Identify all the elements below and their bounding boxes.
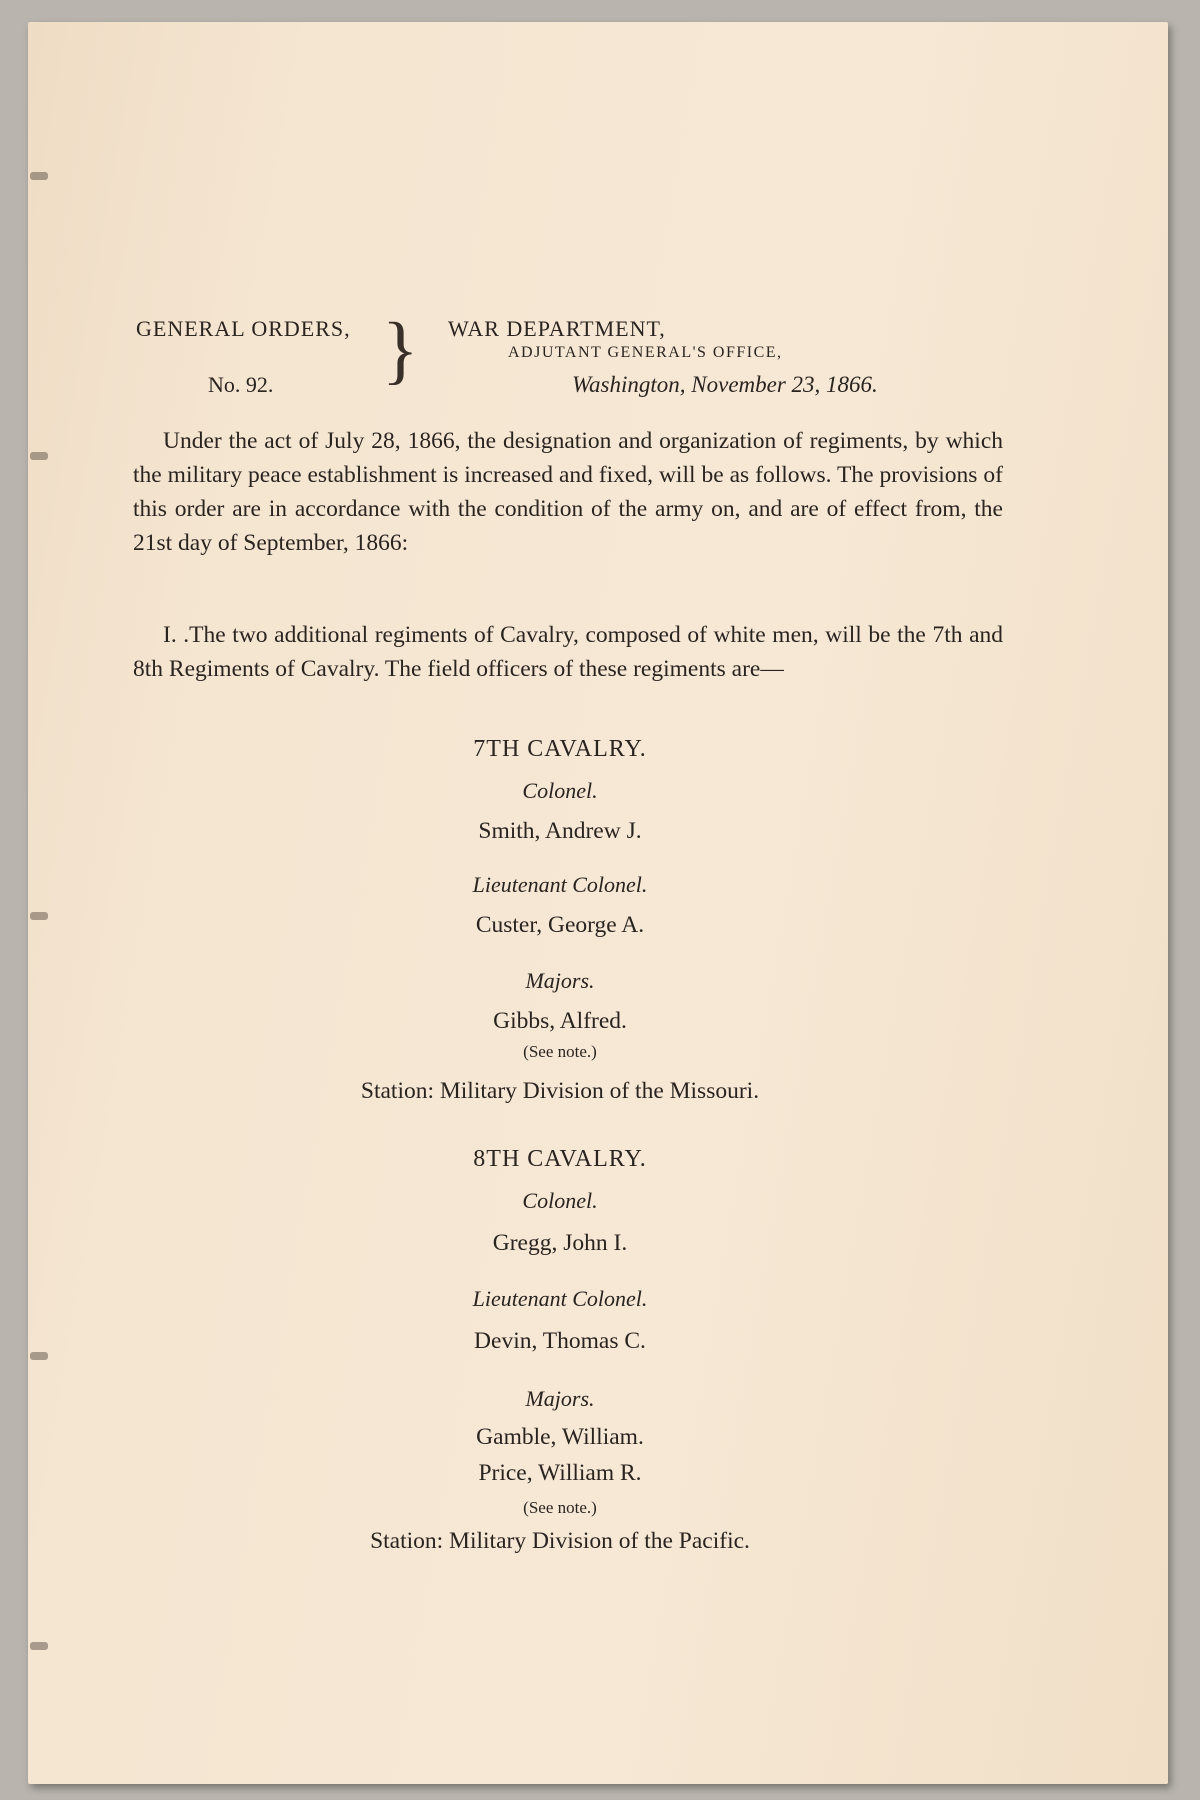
rank-label-majors: Majors.	[525, 1386, 595, 1411]
officer-colonel: Smith, Andrew J.	[478, 818, 642, 844]
intro-paragraph: Under the act of July 28, 1866, the designation and organization of regiments, by which the military peace establishment is increased and fixed, will be as follows. The provisions of this order are in accordance with the condition of the army on, and are of effect from, the 21st day of September, 1866:	[133, 428, 1003, 556]
orders-number: No. 92.	[208, 372, 274, 397]
rank-label-lt-colonel: Lieutenant Colonel.	[472, 872, 648, 897]
orders-label: GENERAL ORDERS,	[136, 316, 351, 341]
brace-icon: }	[382, 308, 419, 392]
document-page	[28, 22, 1168, 1784]
order-header	[108, 308, 988, 406]
see-note: (See note.)	[523, 1498, 597, 1517]
station-line: Station: Military Division of the Pacific.	[370, 1528, 750, 1554]
place-date: Washington, November 23, 1866.	[572, 372, 878, 397]
rank-label-colonel: Colonel.	[522, 1188, 598, 1213]
officer-lt-colonel: Devin, Thomas C.	[474, 1328, 646, 1354]
see-note: (See note.)	[523, 1042, 597, 1061]
officer-major: Gamble, William.	[476, 1424, 644, 1450]
officer-colonel: Gregg, John I.	[492, 1230, 628, 1256]
section-one-paragraph: I. .The two additional regiments of Cavalry, composed of white men, will be the 7th and 8th Regiments of Cavalry. The field officers of these regiments are—	[133, 622, 1003, 682]
officer-lt-colonel: Custer, George A.	[475, 912, 645, 938]
binding-hole-mark	[30, 172, 48, 180]
binding-hole-mark	[30, 1352, 48, 1360]
binding-hole-mark	[30, 452, 48, 460]
binding-hole-mark	[30, 1642, 48, 1650]
regiment-title-8th: 8TH CAVALRY.	[473, 1146, 647, 1172]
officer-major: Price, William R.	[478, 1460, 642, 1486]
rank-label-lt-colonel: Lieutenant Colonel.	[472, 1286, 648, 1311]
binding-hole-mark	[30, 912, 48, 920]
station-line: Station: Military Division of the Missouri.	[360, 1078, 760, 1104]
office-name: ADJUTANT GENERAL'S OFFICE,	[508, 344, 783, 361]
rank-label-colonel: Colonel.	[522, 778, 598, 803]
rank-label-majors: Majors.	[525, 968, 595, 993]
regiment-title-7th: 7TH CAVALRY.	[473, 736, 647, 762]
department-name: WAR DEPARTMENT,	[448, 316, 666, 341]
officer-major: Gibbs, Alfred.	[493, 1008, 627, 1034]
